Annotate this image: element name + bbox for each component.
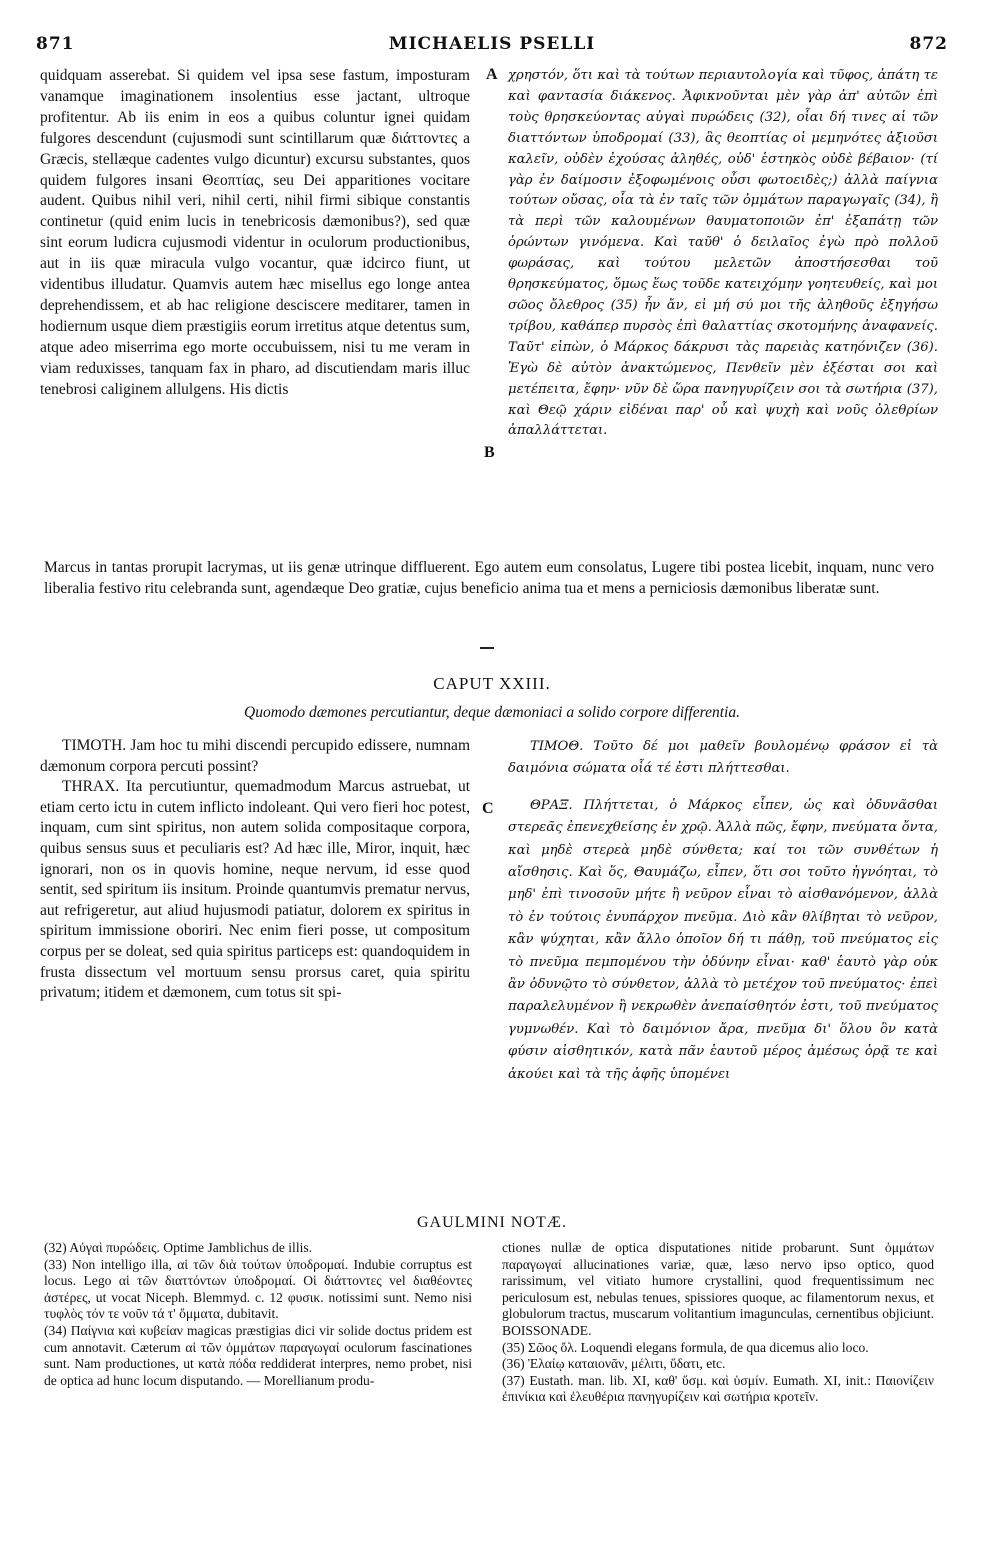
notes-left-column (44, 1240, 472, 1389)
latin-paragraph-thrax: THRAX. Ita percutiuntur, quemadmodum Marcus astruebat, ut etiam certo ictu in cutem inflicto indoleant. Qui vero fieri hoc potest, inquam, cum sint spiritus, non autem solida compositaque corpora, quibus sensus suus et peculiaris est? Ad hæc ille, Miror, inquit, hæc ignorari, non os in quovis homine, neque nervum, id esse quod sentit, sed spiritum iis insitum. Proinde quantumvis prematur nervus, aut refrigeretur, aut aliud hujusmodi patiatur, dolorem ex spiritus in spiritum immissione oboriri. Nec enim fieri posse, ut compositum corpus per se doleat, sed quia spiritus particeps est: quandoquidem in frusta dissectum vel mortuum sensu prorsus caret, quia spiritu privatum; itidem et dæmonem, cum totus sit spi- (40, 778, 470, 1002)
page-number-right: 872 (909, 34, 948, 54)
chapter-subtitle: Quomodo dæmones percutiantur, deque dæmoniaci a solido corpore differentia. (244, 704, 740, 721)
note-37: (37) Eustath. man. lib. XI, καθ' ὕσμ. καὶ ὑσμίν. Eumath. XI, init.: Παιονίζειν ἐπινίκια καὶ ἐλευθέρια πανηγυρίζειν καὶ σωτήρια κροτεῖν. (502, 1372, 934, 1405)
page-header (36, 24, 948, 64)
note-32: (32) Αὐγαὶ πυρώδεις. Optime Jamblichus de illis. (44, 1240, 313, 1255)
page-number-left: 871 (36, 34, 75, 54)
greek-paragraph-timoth: ΤΙΜΟΘ. Τοῦτο δέ μοι μαθεῖν βουλομένῳ φράσον εἰ τὰ δαιμόνια σώματα οἷά τέ ἐστι πλήττεσθαι. (508, 739, 938, 777)
notes-right-column (502, 1240, 934, 1406)
section-divider (480, 647, 494, 649)
greek-text-top: χρηστόν, ὅτι καὶ τὰ τούτων περιαυτολογία καὶ τῦφος, ἀπάτη τε καὶ φαντασία διάκενος. Ἀφικνοῦνται μὲν γὰρ ἀπ' αὐτῶν ἐπὶ τοὺς θρησκεύοντας αὐγαὶ πυρώδεις (32), οἷαι δή τινες αἱ τῶν διαττόντων ὑποδρομαί (33), ἃς θεοπτίας οἱ μεμηνότες ἀξιοῦσι καλεῖν, οὐδὲν ἐχούσας ἀληθές, οὐδ' ἑστηκὸς οὐδὲ βέβαιον· (τί γὰρ ἐν δαίμοσιν ἐξοφωμένοις οὖσι φωτοειδὲς;) ἀλλὰ παίγνια τούτων οὔσας, οἷα τὰ ἐν ταῖς τῶν ὀμμάτων παραγωγαῖς (34), ἢ τὰ περὶ τῶν καλουμένων θαυματοποιῶν ἐπ' ἐξαπάτῃ τῶν ὁρώντων γινόμενα. Καὶ ταῦθ' ὁ δειλαῖος ἐγὼ πρὸ πολλοῦ φωράσας, καὶ τούτου μελετῶν ἀποστήσεσθαι τοῦ θρησκεύματος, ὅμως ἕως τοῦδε κατειχόμην γοητευθείς, καὶ μοι σῶος ὄλεθρος (35) ἦν ἄν, εἰ μή σύ μοι τῆς ἀληθοῦς ἐξηγήσω τρίβου, καθάπερ πυρσὸς ἐπὶ θαλαττίας σκοτομήνης ἀναφανείς. Ταῦτ' εἰπὼν, ὁ Μάρκος δάκρυσι τὰς παρειὰς κατηόνιζεν (36). Ἐγὼ δὲ αὐτὸν ἀνακτώμενος, Πενθεῖν μὲν ἐξέσται σοι καὶ μετέπειτα, ἔφην· νῦν δὲ ὥρα πανηγυρίζειν σοι τὰ σωτήρια (37), καὶ Θεῷ χάριν εἰδέναι παρ' οὗ καὶ ψυχὴ καὶ νοῦς ὀλεθρίων ἀπαλλάττεται. (508, 68, 938, 439)
note-33: (33) Non intelligo illa, αἱ τῶν διὰ τούτων ὑποδρομαί. Indubie corruptus est locus. Lego αἱ τῶν διαττόντων ὑποδρομαί. Οἱ διάττοντες vel διαθέοντες ἀστέρες, ut vocat Niceph. Blemmyd. c. 12 φυσικ. notissimi sunt. Nemo nisi τυφλὸς τόν τε νοῦν τά τ' ὄμματα, dubitavit. (44, 1256, 472, 1322)
full-width-paragraph: Marcus in tantas prorupit lacrymas, ut iis genæ utrinque diffluerent. Ego autem eum consolatus, Lugere tibi postea licebit, inquam, nunc vero liberalia festivo ritu celebranda sunt, agendæque Deo gratiæ, cujus beneficio anima tua et mens a perniciosis dæmonibus liberatæ sunt. (44, 559, 934, 597)
note-34: (34) Παίγνια καὶ κυβείαν magicas præstigias dici vir solide doctus pridem est cum annotavit. Cæterum αἱ τῶν ὀμμάτων παραγωγαί oculorum fascinationes sunt. Nam productiones, ut κατὰ πόδα reddiderat interpres, nemo probet, nisi de optica ad hunc locum disputando. — Morellianum produ- (44, 1322, 472, 1388)
latin-text-top: quidquam asserebat. Si quidem vel ipsa sese fastum, imposturam vanamque imaginationem insolentius esse jactant, ultroque profitentur. Ab iis enim in eos a quibus coluntur ignei quidam fulgores descendunt (cujusmodi sunt scintillarum quæ διάττοντες a Græcis, stellæque cadentes vulgo dicuntur) excursu substantes, quos quidem fulgores insani Θεοπτίας, seu Dei apparitiones vocitare audent. Quibus nihil veri, nihil certi, nihil firmi sibique constantis continetur (quid enim lucis in tenebricosis dæmonibus?), sed quæ sint eorum ludicra cujusmodi videntur in oculorum productionibus, aut in iis quæ miracula vulgo vocantur, quæ idcirco fiunt, ut videntibus illudatur. Quamvis autem hæc misellus ego longe antea deprehendissem, et ab hac religione desciscere meditarer, tamen in hodiernum usque diem præstigiis eorum irretitus atque detentus sum, atque adeo miserrima ego morte occubuissem, nisi tu me veram in viam reduxisses, tanquam fax in pharo, ad discutiendam maris illuc tenebrosi caliginem allulgens. His dictis (40, 67, 470, 398)
latin-column-chapter (40, 736, 470, 1004)
chapter-title: CAPUT XXIII. (433, 674, 551, 693)
margin-marker-c: C (482, 800, 494, 817)
greek-column-chapter (508, 736, 938, 1086)
margin-marker-b: B (484, 444, 495, 461)
greek-paragraph-thrax: ΘΡΑΞ. Πλήττεται, ὁ Μάρκος εἶπεν, ὡς καὶ ὀδυνᾶσθαι στερεᾶς ἐπενεχθείσης ἐν χρῷ. Ἀλλὰ πῶς, ἔφην, πνεύματα ὄντα, καὶ μηδὲ στερεὰ μηδὲ σύνθετα; καί τοι τῶν συνθέτων ἡ αἴσθησις. Καὶ ὅς, Θαυμάζω, εἶπεν, ὅτι σοι τοῦτο ἠγνόηται, τὸ μηδ' ἐπὶ τινοσοῦν μήτε ἢ νεῦρον εἶναι τὸ αἰσθανόμενον, ἀλλὰ τὸ ἐν τούτοις ἐνυπάρχον πνεῦμα. Διὸ κἂν θλίβηται τὸ νεῦρον, κἂν ψύχηται, κἂν ἄλλο ὁποῖον δή τι πάθῃ, τοῦ πνεύματος εἰς τὸ πνεῦμα πεμπομένου τὴν ὀδύνην εἶναι· καθ' ἑαυτὸ γὰρ οὐκ ἂν ὀδυνῷτο τὸ σύνθετον, ἀλλὰ τὸ μετέχον τοῦ πνεύματος· ἐπεὶ παραλελυμένον ἢ νεκρωθὲν ἀνεπαίσθητόν ἐστι, τοῦ πνεύματος γυμνωθέν. Καὶ τὸ δαιμόνιον ἄρα, πνεῦμα δι' ὅλου ὂν κατὰ φύσιν αἰσθητικόν, κατὰ πᾶν ἑαυτοῦ μέρος ἀμέσως ὁρᾷ τε καὶ ἀκούει καὶ τὰ τῆς ἀφῆς ὑπομένει (508, 797, 938, 1082)
running-title: MICHAELIS PSELLI (388, 34, 596, 54)
note-36: (36) Ἐλαίῳ καταιονᾶν, μέλιτι, ὕδατι, etc. (502, 1356, 726, 1372)
margin-marker-a: A (486, 66, 498, 83)
latin-paragraph-timoth: TIMOTH. Jam hoc tu mihi discendi percupido edissere, numnam dæmonum corpora percuti possint? (40, 737, 470, 775)
note-34-continued: ctiones nullæ de optica disputationes nitide probarunt. Sunt ὀμμάτων παραγωγαί allucinationes variæ, quæ, læso nervo ipso optico, quod rarissimum, vel vitiato humore crystallini, quod frequentissimum nec periculosum est, nebulas tenues, spissiores quoque, ac filamentorum nexus, et globulorum tractus, muscarum volitantium imagunculas, cernentibus objiciunt. BOISSONADE. (502, 1240, 934, 1338)
greek-column-top (508, 66, 938, 442)
note-35: (35) Σῶος ὄλ. Loquendi elegans formula, de qua dicemus alio loco. (502, 1339, 869, 1355)
notes-title: GAULMINI NOTÆ. (417, 1214, 567, 1231)
latin-column-top (40, 66, 470, 401)
